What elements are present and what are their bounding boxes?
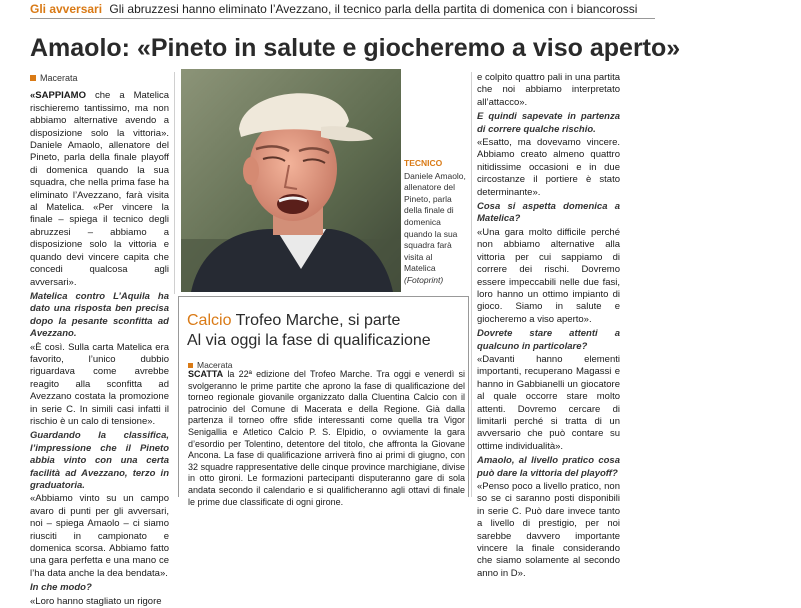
column-separator xyxy=(174,72,175,294)
question: Amaolo, al livello pratico cosa può dare la vittoria del playoff? xyxy=(477,455,620,479)
question: In che modo? xyxy=(30,582,92,594)
answer: «Una gara molto difficile perché non abbiamo alternative alla vittoria per cui sappiamo di correre dei rischi. Dovremo essere impeccabili nelle due fasi, loro hanno un ottimo impianto di gioco. Siamo in salute e giocheremo a viso aperto». xyxy=(477,226,620,325)
headline: Amaolo: «Pineto in salute e giocheremo a viso aperto» xyxy=(30,34,681,62)
lead-text: che a Matelica rischieremo tantissimo, ma non abbiamo alternative avendo a disposizione solo la vittoria». Daniele Amaolo, allenatore del Pineto, parla della finale playoff di domenica quando la sua squadra, che nella prima fase ha eliminato l’Avezzano, farà visita al Matelica. «Per vincere la finale – spiega il tecnico degli abruzzesi – abbiamo a disposizione solo la vittoria e quando devi vincere capita che concedi qualcosa agli avversari». xyxy=(30,90,169,288)
question: Cosa si aspetta domenica a Matelica? xyxy=(477,201,620,225)
coach-photo-illustration xyxy=(181,69,401,292)
question: Dovrete stare attenti a qualcuno in particolare? xyxy=(477,328,620,352)
lead-paragraph xyxy=(30,90,169,289)
photo-credit: (Fotoprint) xyxy=(404,274,444,285)
kicker xyxy=(30,2,730,18)
kicker-text: Gli abruzzesi hanno eliminato l’Avezzano, il tecnico parla della partita di domenica con i biancorossi xyxy=(109,2,638,16)
box-dateline-text: Macerata xyxy=(197,360,233,370)
kicker-tag: Gli avversari xyxy=(30,2,103,16)
box-subtitle: Al via oggi la fase di qualificazione xyxy=(187,332,431,349)
caption-text: Daniele Amaolo, allenatore del Pineto, parla della finale di domenica quando la sua squadra farà visita al Matelica xyxy=(404,170,466,274)
box-lead-cap: SCATTA xyxy=(188,369,224,379)
question: Guardando la classifica, l’impressione che il Pineto abbia vinto con una certa facilità ad Avezzano, terzo in graduatoria. xyxy=(30,430,169,491)
kicker-rule xyxy=(30,18,655,19)
coach-photo xyxy=(181,69,401,292)
answer: «È così. Sulla carta Matelica era favorito, l’unico dubbio riguardava come avrebbe reagito alla sconfitta ad Avezzano costata la promozione in serie C. In simili casi infatti il rischio è un calo di tensione». xyxy=(30,341,169,427)
answer: e colpito quattro pali in una partita che noi abbiamo interpretato all’attacco». xyxy=(477,72,620,108)
question: Matelica contro L’Aquila ha dato una risposta ben precisa dopo la pesante sconfitta ad Avezzano. xyxy=(30,290,169,340)
answer: «Loro hanno stagliato un rigore xyxy=(30,595,162,607)
box-title xyxy=(187,311,467,331)
box-body xyxy=(188,369,465,507)
answer: «Esatto, ma dovevamo vincere. Abbiamo creato almeno quattro nitidissime occasioni e in due circostanze il portiere è stato determinante». xyxy=(477,137,620,198)
dateline-square-icon xyxy=(188,363,193,368)
photo-caption xyxy=(404,158,466,287)
answer: «Penso poco a livello pratico, non so se ci saranno posti disponibili in serie C. Può dare invece tanto a livello di prestigio, per noi sarebbe davvero importante vincere la finale considerando che siamo solamente al secondo anno in D». xyxy=(477,481,620,579)
box-body-text: la 22ª edizione del Trofeo Marche. Tra oggi e venerdì si svolgeranno le prime partite che aprono la fase di qualificazione del torneo regionale giovanile organizzato dalla Cluentina Calcio con il patrocinio del Comune di Macerata e della Regione. Già dalla partenza il torneo offre sfide interessanti come quella tra Vigor Senigallia e Atletico Calcio P. S. Elpidio, o ovviamente la gara d’esordio per Tolentino, detentore del titolo, che affronta la Giovane Ancona. La fase di qualificazione arriverà fino ai primi di giugno, con 32 squadre rappresentative delle cinque province marchigiane, divise in otto gironi. Le formazioni partecipanti disputeranno gare di sola andata secondo il calendario e si qualificheranno agli ottavi di finale le prime due classificate di ogni girone. xyxy=(188,369,465,507)
answer: «Davanti hanno elementi importanti, recuperano Magassi e hanno in Gabbianelli un giocatore al quale occorre stare molto attenti. Dovremo cercare di limitarli perché si tratta di un avversario che può contare su ottime individualità». xyxy=(477,353,620,452)
box-section-tag: Calcio xyxy=(187,312,232,329)
article-column-3 xyxy=(477,72,620,579)
article-column-1 xyxy=(30,72,169,607)
lead-cap: «SAPPIAMO xyxy=(30,90,86,102)
sidebar-article-box xyxy=(178,296,469,507)
answer: «Abbiamo vinto su un campo avaro di punti per gli avversari, noi – spiega Amaolo – ci siamo riusciti in campionato e domenica scorsa. Abbiamo fatto una gara perfetta e una mano ce l’ha data anche la dea bendata». xyxy=(30,493,169,579)
dateline-square-icon xyxy=(30,75,36,81)
dateline xyxy=(30,72,169,84)
dateline-text: Macerata xyxy=(40,73,78,83)
question: E quindi sapevate in partenza di correre qualche rischio. xyxy=(477,111,620,135)
column-separator xyxy=(471,72,472,497)
caption-title: TECNICO xyxy=(404,158,443,168)
box-title-text: Trofeo Marche, si parte xyxy=(231,312,401,329)
